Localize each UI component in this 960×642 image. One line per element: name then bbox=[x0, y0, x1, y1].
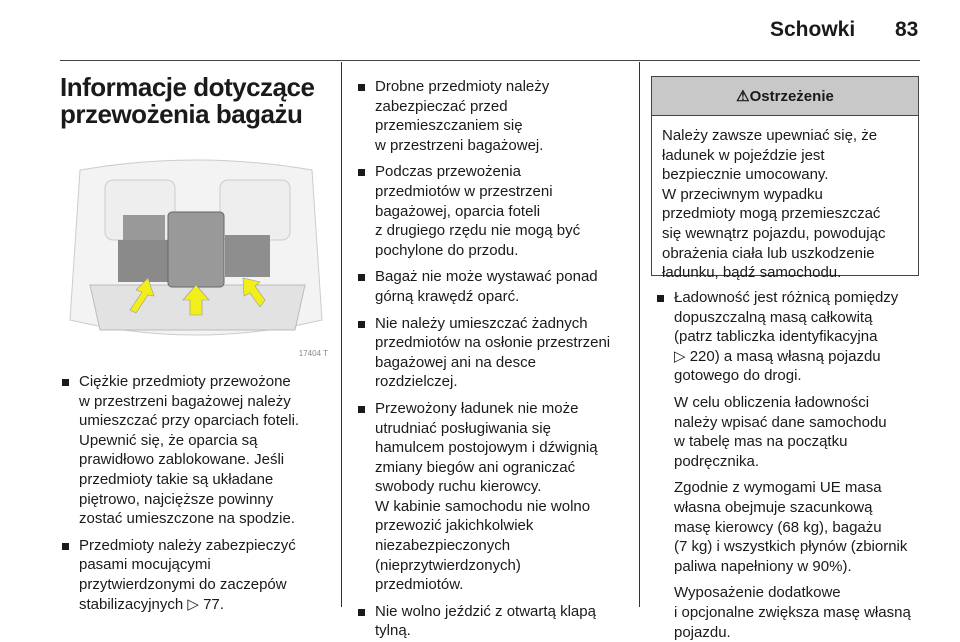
figure-label: 17404 T bbox=[298, 349, 328, 358]
warning-text: Należy zawsze upewniać się, że ładunek w pojeździe jest bezpiecznie umocowany. W przeciwnym wypadku przedmioty mogą przemieszczać się wewnątrz pojazdu, powodując obrażenia ciała lub uszkodzenie ładunku, bądź samochodu. bbox=[662, 127, 886, 282]
bullet-item: Ładowność jest różnicą pomiędzy dopuszczalną masą całkowitą (patrz tabliczka identyfikacyjna ▷ 220) a masą własną pojazdu gotowego do drogi. bbox=[655, 288, 945, 386]
left-column bbox=[60, 372, 340, 621]
bullet-item: Przewożony ładunek nie może utrudniać posługiwania się hamulcem postojowym i dźwignią zmiany biegów ani ograniczać swobody ruchu kierowcy. W kabinie samochodu nie wolno przewozić jakichkolwiek niezabezpieczonych (nieprzytwierdzonych) przedmiotów. bbox=[356, 399, 638, 595]
column-divider bbox=[341, 62, 342, 607]
right-column bbox=[655, 288, 945, 642]
bullet-item: Nie wolno jeździć z otwartą klapą tylną. bbox=[356, 602, 638, 641]
header-divider bbox=[60, 60, 920, 61]
warning-triangle-icon: ⚠ bbox=[736, 88, 750, 105]
bullet-item: Podczas przewożenia przedmiotów w przestrzeni bagażowej, oparcia foteli z drugiego rzędu nie mogą być pochylone do przodu. bbox=[356, 162, 638, 260]
bullet-item: Drobne przedmioty należy zabezpieczać przed przemieszczaniem się w przestrzeni bagażowej. bbox=[356, 77, 638, 155]
paragraph: Zgodnie z wymogami UE masa własna obejmuje szacunkową masę kierowcy (68 kg), bagażu (7 kg) i wszystkich płynów (zbiornik paliwa napełniony w 90%). bbox=[674, 479, 908, 575]
luggage-compartment-illustration bbox=[60, 150, 332, 360]
warning-header bbox=[652, 77, 918, 116]
warning-box bbox=[651, 76, 919, 282]
bullet-item: Bagaż nie może wystawać ponad górną krawędź oparć. bbox=[356, 267, 638, 306]
paragraph: Wyposażenie dodatkowe i opcjonalne zwiększa masę własną pojazdu. bbox=[674, 584, 911, 641]
bullet-item: Ciężkie przedmioty przewożone w przestrzeni bagażowej należy umieszczać przy oparciach foteli. Upewnić się, że oparcia są prawidłowo zablokowane. Jeśli przedmioty takie są układane piętrowo, najcięższe powinny zostać umieszczone na spodzie. bbox=[60, 372, 340, 529]
page-number: 83 bbox=[895, 18, 919, 41]
column-divider bbox=[639, 62, 640, 607]
middle-column bbox=[356, 77, 638, 642]
section-title: Schowki bbox=[770, 18, 856, 41]
page-heading: Informacje dotyczące przewożenia bagażu bbox=[60, 72, 315, 129]
paragraph: W celu obliczenia ładowności należy wpisać dane samochodu w tabelę mas na początku podręcznika. bbox=[674, 393, 887, 470]
bullet-item: Przedmioty należy zabezpieczyć pasami mocującymi przytwierdzonymi do zaczepów stabilizacyjnych ▷ 77. bbox=[60, 536, 340, 614]
warning-title: Ostrzeżenie bbox=[749, 88, 834, 105]
bullet-item: Nie należy umieszczać żadnych przedmiotów na osłonie przestrzeni bagażowej ani na desce rozdzielczej. bbox=[356, 314, 638, 392]
